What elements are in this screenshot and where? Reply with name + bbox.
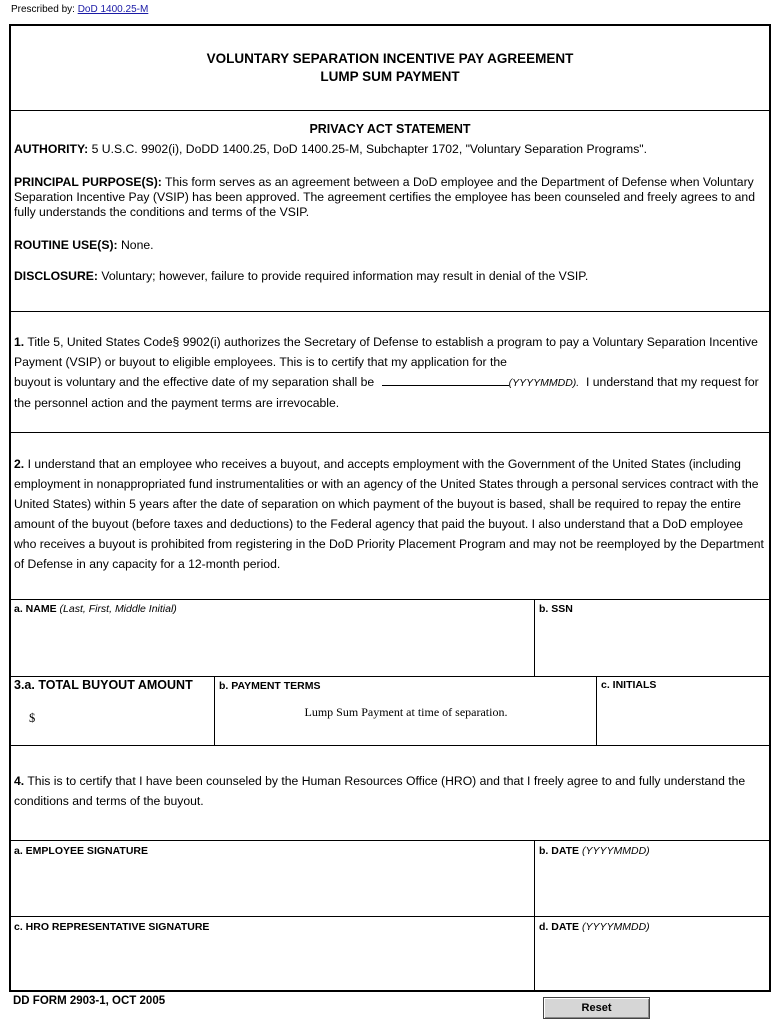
divider [11, 599, 769, 600]
item1-text-d: I understand that my request for the personnel action and the payment terms are irrevocable. [14, 375, 759, 410]
item1-text-c: buyout is voluntary and the effective date of my separation shall be [14, 375, 375, 389]
divider [534, 916, 535, 992]
initials-input[interactable] [601, 696, 764, 740]
initials-label: c. INITIALS [601, 679, 657, 691]
item1-number: 1. [14, 335, 25, 349]
privacy-act-heading: PRIVACY ACT STATEMENT [309, 122, 471, 136]
divider [11, 676, 769, 677]
purpose-text: This form serves as an agreement between a DoD employee and the Department of Defense when Voluntary Separation Incentive Pay (VSIP) has been approved. The agreement certifies the employee has been counseled and freely agrees to and fully understands the conditions and terms of the VSIP. [14, 175, 755, 219]
employee-date-label: b. DATE (YYYYMMDD) [539, 845, 650, 857]
divider [11, 745, 769, 746]
item2-paragraph [14, 454, 765, 574]
divider [11, 311, 769, 312]
disclosure-paragraph [14, 269, 763, 284]
authority-text: 5 U.S.C. 9902(i), DoDD 1400.25, DoD 1400.25-M, Subchapter 1702, "Voluntary Separation Programs". [91, 142, 647, 156]
employee-date-input[interactable] [539, 862, 764, 912]
employee-signature-field[interactable] [14, 862, 529, 912]
authority-paragraph [14, 142, 763, 157]
hro-signature-label: c. HRO REPRESENTATIVE SIGNATURE [14, 921, 210, 933]
prescribed-by [11, 4, 148, 15]
divider [11, 110, 769, 111]
divider [534, 599, 535, 676]
buyout-amount-label: 3.a. TOTAL BUYOUT AMOUNT [14, 678, 193, 692]
item2-text: I understand that an employee who receives a buyout, and accepts employment with the Government of the United States (including employment in nonappropriated fund instrumentalities or with an agency of the United States through a personal services contract with the United States) within 5 years after the date of separation on which payment of the buyout is based, shall be required to repay the entire amount of the buyout (before taxes and deductions) to the Federal agency that paid the buyout. I also understand that a DoD employee who receives a buyout is prohibited from registering in the DoD Priority Placement Program and may not be reemployed by the Department of Defense in any capacity for a 12-month period. [14, 457, 764, 571]
buyout-amount-input[interactable] [41, 706, 206, 736]
ssn-label: b. SSN [539, 603, 573, 615]
form-title [11, 50, 769, 86]
item4-text: This is to certify that I have been counseled by the Human Resources Office (HRO) and that I freely agree to and fully understand the conditions and terms of the buyout. [14, 774, 746, 808]
form-container [9, 24, 771, 992]
hro-date-hint: (YYYYMMDD) [581, 921, 650, 933]
hro-date-input[interactable] [539, 938, 764, 988]
ssn-input[interactable] [539, 620, 764, 672]
hro-signature-field[interactable] [14, 938, 529, 988]
item2-number: 2. [14, 457, 25, 471]
title-line-2: LUMP SUM PAYMENT [320, 69, 460, 84]
prescribed-label: Prescribed by: [11, 4, 75, 15]
authority-label: AUTHORITY: [14, 142, 89, 156]
item4-number: 4. [14, 774, 25, 788]
routine-label: ROUTINE USE(S): [14, 238, 118, 252]
divider [534, 840, 535, 916]
item4-paragraph [14, 771, 765, 811]
name-input[interactable] [14, 620, 529, 672]
payment-terms-label: b. PAYMENT TERMS [219, 680, 321, 692]
section-sign: § [172, 335, 180, 349]
dollar-sign: $ [29, 711, 36, 725]
purpose-label: PRINCIPAL PURPOSE(S): [14, 175, 162, 189]
employee-date-hint: (YYYYMMDD) [581, 845, 650, 857]
name-label: a. NAME (Last, First, Middle Initial) [14, 603, 177, 615]
routine-use-paragraph [14, 238, 763, 253]
prescribed-link[interactable]: DoD 1400.25-M [77, 4, 149, 15]
employee-signature-label: a. EMPLOYEE SIGNATURE [14, 845, 148, 857]
name-hint: (Last, First, Middle Initial) [59, 603, 177, 615]
divider [11, 840, 769, 841]
disclosure-label: DISCLOSURE: [14, 269, 98, 283]
separation-date-input[interactable] [382, 373, 509, 386]
divider [11, 432, 769, 433]
item1-text-a: Title 5, United States Code [27, 335, 173, 349]
reset-button[interactable]: Reset [543, 997, 650, 1019]
title-line-1: VOLUNTARY SEPARATION INCENTIVE PAY AGREEMENT [206, 51, 574, 66]
payment-terms-value: Lump Sum Payment at time of separation. [304, 705, 508, 719]
hro-date-label: d. DATE (YYYYMMDD) [539, 921, 650, 933]
separation-date-format: (YYYYMMDD). [508, 377, 580, 389]
form-identifier: DD FORM 2903-1, OCT 2005 [13, 995, 166, 1007]
divider [596, 676, 597, 745]
purpose-paragraph [14, 175, 763, 220]
divider [11, 916, 769, 917]
disclosure-text: Voluntary; however, failure to provide required information may result in denial of the VSIP. [101, 269, 589, 283]
item1-paragraph [14, 332, 765, 413]
item1-text-b: 9902(i) authorizes the Secretary of Defense to establish a program to pay a Voluntary Separation Incentive Payment (VSIP) or buyout to eligible employees. This is to certify that my application for the [14, 335, 758, 369]
routine-text: None. [120, 238, 154, 252]
